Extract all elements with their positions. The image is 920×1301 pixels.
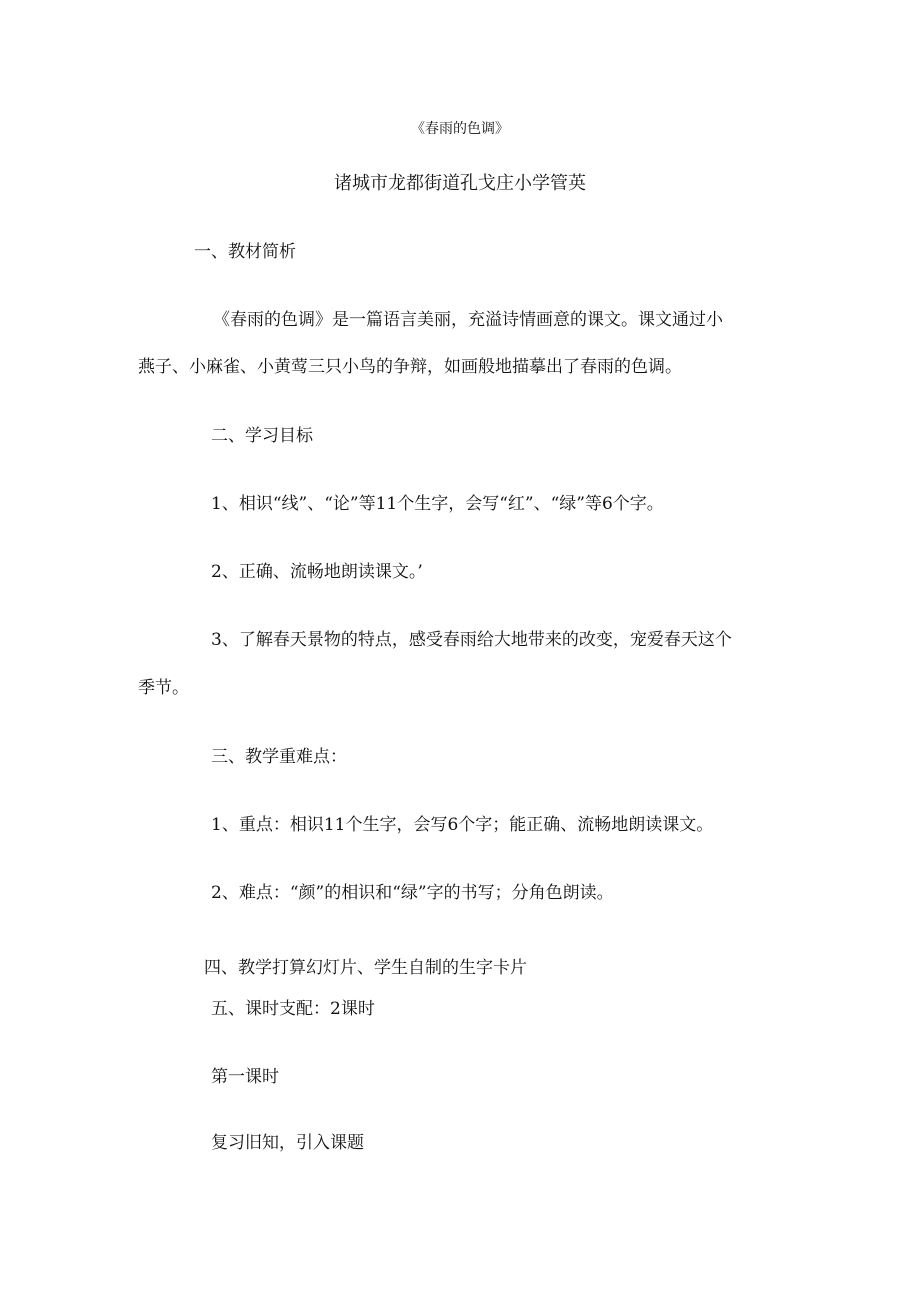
section-heading-key-points: 三、教学重难点： (211, 747, 347, 767)
document-author: 诸城市龙都街道孔戈庄小学管英 (334, 173, 586, 194)
document-title: 《春雨的色调》 (411, 121, 509, 137)
paragraph-line: 燕子、小麻雀、小黄莺三只小鸟的争辩，如画般地描摹出了春雨的色调。 (138, 357, 682, 377)
list-item-continuation: 季节。 (138, 678, 189, 698)
list-item: 3、了解春天景物的特点，感受春雨给大地带来的改变，宠爱春天这个 (211, 630, 732, 650)
list-item: 2、正确、流畅地朗读课文。’ (211, 562, 423, 582)
section-heading-lesson-time: 五、课时支配：2课时 (211, 999, 375, 1019)
section-heading-teaching-prep: 四、教学打算幻灯片、学生自制的生字卡片 (204, 958, 527, 978)
paragraph-line: 《春雨的色调》是一篇语言美丽，充溢诗情画意的课文。课文通过小 (213, 310, 723, 330)
list-item: 2、难点：“颜”的相识和“绿”字的书写；分角色朗读。 (211, 883, 614, 903)
list-item: 1、重点：相识11个生字，会写6个字；能正确、流畅地朗读课文。 (211, 815, 714, 835)
lesson-step: 复习旧知，引入课题 (211, 1133, 364, 1153)
section-heading-learning-goals: 二、学习目标 (211, 426, 313, 446)
section-heading-textbook-analysis: 一、教材简析 (194, 242, 296, 262)
list-item: 1、相识“线”、“论”等11个生字，会写“红”、“绿”等6个字。 (211, 494, 664, 514)
lesson-heading: 第一课时 (211, 1067, 279, 1087)
